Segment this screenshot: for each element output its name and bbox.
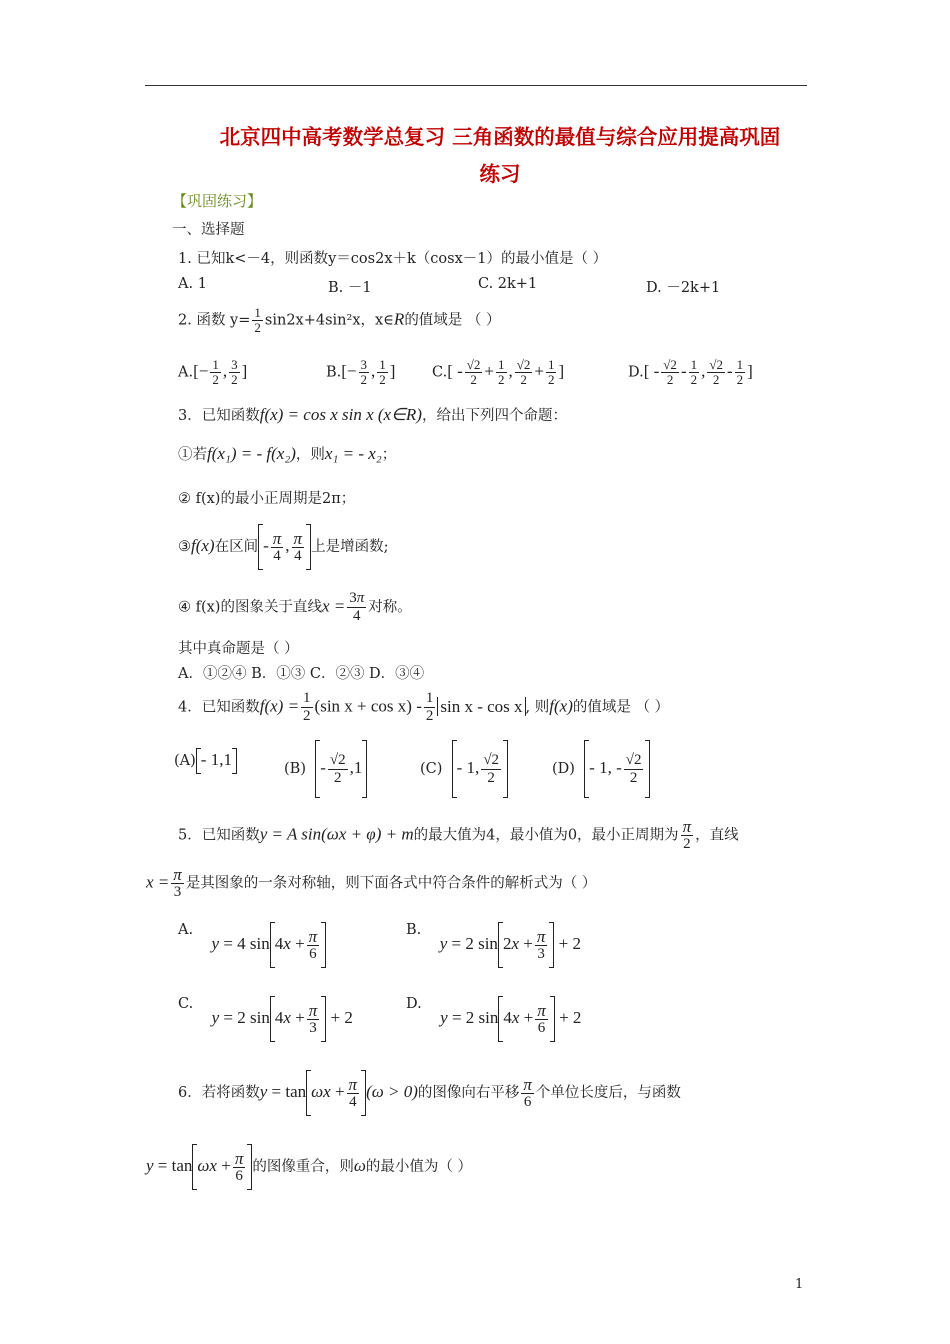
q3-prop2: ② f(x)的最小正周期是2π； <box>178 491 356 507</box>
q5-d-label: D. <box>406 996 422 1012</box>
q4-option-c: (C) - 1, $\frac{√2}{2}$ <box>420 740 508 798</box>
q3-p1-math: f(x₁) = - f(x₂) <box>207 444 296 463</box>
q3-p1-mid: ，则 <box>295 447 325 463</box>
q3-p1-end: ； <box>381 447 397 463</box>
q3-options: A．①②④ B．①③ C．②③ D．③④ <box>178 666 425 682</box>
q5-option-b: B. y = 2 sin 2x + $\frac{\pi}{3}$ + 2 <box>406 922 581 968</box>
q2-option-b: B.[− $\frac{3}{2}$ , $\frac{1}{2}$ ] <box>326 357 396 387</box>
q1-option-c: C. 2k+1 <box>478 276 538 292</box>
q2-R: R <box>393 309 405 329</box>
q3-p4-pre: ④ f(x)的图象关于直线 <box>178 599 322 616</box>
q2-stem <box>178 306 501 335</box>
q2-option-a: A.[− $\frac{1}{2}$ , $\frac{3}{2}$ ] <box>178 357 248 387</box>
q4-fx: f(x) = <box>259 696 300 716</box>
q4-mid1: (sin x + cos x) - <box>314 696 422 716</box>
q4-b-label: (B) <box>284 761 306 777</box>
q4-c-label: (C) <box>420 761 443 777</box>
q2-option-d: D.[ - $\frac{√2}{2}$ - $\frac{1}{2}$ , $\frac{√2}{2}$ - $\frac{1}{2}$ ] <box>628 357 753 387</box>
q4-d-label: (D) <box>552 761 575 777</box>
q3-p4-end: 对称。 <box>368 599 412 616</box>
q4-option-d: (D) - 1, - $\frac{√2}{2}$ <box>552 740 650 798</box>
q3-p1-pre: ①若 <box>178 447 207 463</box>
q6-line2-end: 的最小值为（ ） <box>365 1159 472 1175</box>
q2-a-label: A. <box>178 364 194 381</box>
q1-stem: 1. 已知k<－4，则函数y＝cos2x＋k（cosx－1）的最小值是（ ） <box>178 251 608 267</box>
q6-pre: 6．若将函数 <box>178 1085 260 1101</box>
q6-mid: 的图像向右平移 <box>417 1085 520 1101</box>
q6-line1: 6．若将函数y = tan ωx + $\frac{\pi}{4}$ (ω > 0)的图像向右平移 $\frac{\pi}{6}$ 个单位长度后，与函数 <box>178 1070 681 1116</box>
q5-pre: 5．已知函数 <box>178 827 260 844</box>
q3-p1-math2: x₁ = - x₂ <box>324 444 382 463</box>
q2-tail: 的值域是 （ ） <box>404 312 501 329</box>
q3-p3-pre: ③ <box>178 539 191 555</box>
q6-post: 个单位长度后，与函数 <box>535 1085 681 1101</box>
q3-p3-mid: 在区间 <box>214 539 259 555</box>
q5-option-a: A. y = 4 sin 4x + $\frac{\pi}{6}$ <box>178 922 326 968</box>
q5-line2: x = $\frac{\pi}{3}$ 是其图象的一条对称轴，则下面各式中符合条件的解析式为（ ） <box>146 865 597 900</box>
q3-prop4: ④ f(x)的图象关于直线x = $\frac{3\pi}{4}$ 对称。 <box>178 590 412 624</box>
q3-p3-end: 上是增函数; <box>311 539 389 555</box>
q6-cond: (ω > 0) <box>366 1082 418 1101</box>
q2-frac: $\frac{1}{2}$ <box>254 305 261 335</box>
section-heading: 一、选择题 <box>172 222 245 238</box>
q3-math: f(x) = cos x sin x (x∈R) <box>259 405 422 424</box>
q6-omega: ω <box>353 1156 366 1175</box>
q5-line1: 5．已知函数y = A sin(ωx + φ) + m的最大值为4，最小值为0，最小正周期为 $\frac{\pi}{2}$ ，直线 <box>178 817 739 852</box>
q1-option-a: A. 1 <box>178 276 207 292</box>
q4-abs: sin x - cos x <box>437 697 525 716</box>
q3-stem <box>178 404 567 425</box>
q6-line2-post: 的图像重合，则 <box>252 1159 354 1175</box>
doc-title-line2: 练习 <box>479 162 521 186</box>
q4-fx2: f(x) <box>549 696 573 716</box>
q2-b-label: B. <box>326 364 342 381</box>
q3-p3-math: f(x) <box>191 536 215 555</box>
q5-line2-post: 是其图象的一条对称轴，则下面各式中符合条件的解析式为（ ） <box>185 875 597 892</box>
q6-line2: y = tan ωx + $\frac{\pi}{6}$ 的图像重合，则ω的最小值为（ ） <box>146 1144 472 1190</box>
q3-ask: 其中真命题是（ ） <box>178 641 299 657</box>
q5-option-c: C. y = 2 sin 4x + $\frac{\pi}{3}$ + 2 <box>178 996 353 1042</box>
q4-option-a: (A) - 1,1 <box>174 748 237 774</box>
q5-math: y = A sin(ωx + φ) + m <box>259 824 414 844</box>
q3-pre: 3．已知函数 <box>178 408 260 424</box>
q2-pre: 2. 函数 y= <box>178 312 251 329</box>
q3-prop1 <box>178 443 396 464</box>
q5-x: x = <box>146 872 170 892</box>
q5-c-label: C. <box>178 996 194 1012</box>
q5-a-label: A. <box>178 922 194 938</box>
section-tag: 【巩固练习】 <box>172 192 263 210</box>
q4-pre: 4．已知函数 <box>178 699 260 716</box>
page-number: 1 <box>795 1277 804 1292</box>
q1-option-b: B. －1 <box>328 280 372 296</box>
doc-title: 北京四中高考数学总复习 三角函数的最值与综合应用提高巩固 <box>219 125 781 149</box>
q5-option-d: D. y = 2 sin 4x + $\frac{\pi}{6}$ + 2 <box>406 996 581 1042</box>
q2-d-label: D. <box>628 364 644 381</box>
q4-a-label: (A) <box>174 753 196 769</box>
q3-prop3: ③f(x)在区间 - $\frac{\pi}{4}$ , $\frac{\pi}{4}$ 上是增函数; <box>178 524 388 570</box>
header-rule <box>145 85 807 86</box>
q4-stem: 4．已知函数f(x) = $\frac{1}{2}$ (sin x + cos x) - $\frac{1}{2}$ sin x - cos x , 则f(x)的值域是 （ ） <box>178 690 670 724</box>
q5-b-label: B. <box>406 922 422 938</box>
q3-post: ，给出下列四个命题： <box>421 408 567 424</box>
q2-post: sin2x+4sin²x，x∈ <box>264 312 394 329</box>
q5-end: ，直线 <box>695 827 739 844</box>
q3-p4-x: x = <box>321 596 346 616</box>
q4-mid2: , 则 <box>525 699 550 716</box>
q1-option-d: D. －2k+1 <box>646 280 721 296</box>
q2-c-label: C. <box>432 364 448 381</box>
q4-option-b: (B) - $\frac{√2}{2}$ ,1 <box>284 740 367 798</box>
q4-post: 的值域是 （ ） <box>572 699 670 716</box>
q2-option-c: C.[ - $\frac{√2}{2}$ + $\frac{1}{2}$ , $\frac{√2}{2}$ + $\frac{1}{2}$ ] <box>432 357 565 387</box>
q5-post: 的最大值为4，最小值为0，最小正周期为 <box>413 827 679 844</box>
